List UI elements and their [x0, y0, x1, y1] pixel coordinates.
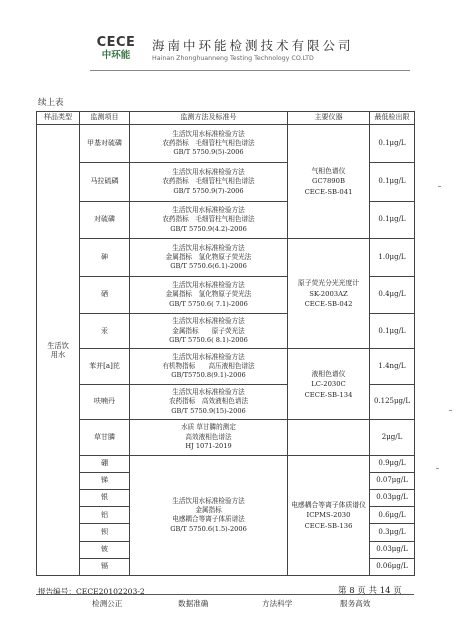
method-standard: GB/T 5750.9(7)-2006	[173, 186, 244, 195]
method-cell	[130, 125, 288, 163]
method-line: 有机物指标 高压液相色谱法	[162, 362, 255, 370]
continued-label: 续上表	[38, 98, 64, 108]
method-line: 金属指标	[195, 506, 222, 515]
limit-cell: 0.125μg/L	[370, 384, 415, 419]
method-line: 农药指标 高效液相色谱法	[168, 397, 249, 406]
report-number: 报告编号：CECE20102203-2	[38, 587, 145, 596]
instrument-id: CECE-SB-042	[304, 300, 353, 309]
method-line: 生活饮用水标准检验方法	[172, 388, 245, 397]
item-cell: 硼	[80, 455, 130, 472]
instrument-model: LC-2030C	[311, 380, 346, 389]
limit-cell: 0.6μg/L	[370, 507, 415, 524]
company-name	[152, 38, 402, 63]
logo-text: CECE	[96, 35, 136, 50]
scan-mark	[438, 186, 441, 187]
item-cell: 汞	[80, 314, 130, 349]
motto-text: 方法科学	[262, 599, 293, 608]
instrument-name: 液相色谱仪	[311, 369, 346, 378]
method-line: 金属指标 氢化物原子荧光法	[165, 252, 252, 261]
item-cell: 铍	[80, 541, 130, 558]
method-line: 农药指标 毛细管柱气相色谱法	[162, 177, 255, 186]
instrument-cell	[288, 349, 370, 420]
header-item: 监测项目	[80, 112, 130, 125]
header-method: 监测方法及标准号	[130, 112, 288, 125]
instrument-name: 气相色谱仪	[311, 166, 346, 175]
item-cell: 苯并[a]芘	[80, 349, 130, 384]
limit-cell: 1.0μg/L	[370, 239, 415, 276]
instrument-cell	[288, 455, 370, 575]
method-line: 电感耦合等离子体质谱法	[172, 515, 245, 524]
method-standard: GB/T 5750.9(4.2)-2006	[170, 224, 247, 233]
limit-cell: 0.1μg/L	[370, 314, 415, 349]
method-line: 水质 草甘膦的测定	[181, 423, 236, 432]
method-cell	[130, 349, 288, 384]
logo-chinese: 中环能	[101, 50, 131, 61]
item-cell: 草甘膦	[80, 420, 130, 455]
method-line: 生活饮用水标准检验方法	[172, 129, 245, 138]
limit-cell: 0.1μg/L	[370, 163, 415, 201]
method-line: 生活饮用水标准检验方法	[172, 352, 245, 361]
scan-mark	[436, 468, 439, 469]
scan-mark	[449, 410, 452, 411]
limit-cell: 2μg/L	[370, 420, 415, 455]
method-line: 生活饮用水标准检验方法	[172, 168, 245, 177]
item-cell: 马拉硫磷	[80, 163, 130, 201]
instrument-id: CECE-SB-134	[304, 390, 353, 399]
method-line: 生活饮用水标准检验方法	[172, 280, 245, 289]
instrument-name: 电感耦合等离子体质谱仪	[291, 500, 366, 509]
method-line: 生活饮用水标准检验方法	[172, 496, 245, 505]
method-cell	[130, 455, 288, 575]
method-standard: GB/T5750.8(9.1)-2006	[171, 371, 246, 380]
item-cell: 甲基对硫磷	[80, 125, 130, 163]
instrument-model: SK-2003AZ	[309, 289, 348, 298]
page-number: 第 8 页 共 14 页	[338, 586, 402, 596]
method-line: 生活饮用水标准检验方法	[172, 243, 245, 252]
method-line: 农药指标 毛细管柱气相色谱法	[162, 139, 255, 148]
instrument-model: GC7890B	[312, 177, 345, 186]
method-line: 高效液相色谱法	[185, 432, 232, 441]
footer-divider	[36, 594, 414, 595]
table-row	[37, 239, 415, 276]
limit-cell: 0.3μg/L	[370, 524, 415, 541]
limit-cell: 0.03μg/L	[370, 490, 415, 507]
item-cell: 呋喃丹	[80, 384, 130, 419]
sample-type-cell	[37, 125, 80, 576]
company-name-cn: 海南中环能检测技术有限公司	[152, 38, 354, 53]
table-row	[37, 349, 415, 384]
method-standard: HJ 1071-2019	[185, 442, 232, 451]
motto-text: 数据准确	[178, 599, 209, 608]
instrument-cell-empty	[288, 420, 370, 455]
table-row	[37, 455, 415, 472]
instrument-cell	[288, 239, 370, 349]
item-cell: 银	[80, 490, 130, 507]
motto-text: 服务高效	[340, 599, 371, 608]
limit-cell: 0.03μg/L	[370, 541, 415, 558]
table-header-row	[37, 112, 415, 125]
method-line: 农药指标 毛细管柱气相色谱法	[162, 215, 255, 224]
item-cell: 钡	[80, 524, 130, 541]
method-cell	[130, 420, 288, 455]
table-row	[37, 420, 415, 455]
method-cell	[130, 276, 288, 313]
method-cell	[130, 384, 288, 419]
instrument-id: CECE-SB-136	[304, 521, 353, 530]
header-divider	[90, 70, 410, 71]
item-cell: 镉	[80, 558, 130, 575]
method-cell	[130, 314, 288, 349]
method-table	[36, 111, 415, 576]
limit-cell: 0.1μg/L	[370, 201, 415, 238]
item-cell: 铝	[80, 507, 130, 524]
item-cell: 硒	[80, 276, 130, 313]
method-cell	[130, 163, 288, 201]
method-standard: GB/T 5750.6( 7.1)-2006	[169, 299, 248, 308]
table-row	[37, 125, 415, 163]
method-line: 金属指标 氢化物原子荧光法	[165, 290, 252, 299]
motto-text: 检测公正	[92, 599, 123, 608]
header-sample-type: 样品类型	[37, 112, 80, 125]
method-standard: GB/T 5750.9(15)-2006	[171, 406, 246, 415]
method-standard: GB/T 5750.9(5)-2006	[173, 148, 244, 157]
limit-cell: 0.1μg/L	[370, 125, 415, 163]
instrument-name: 原子荧光分光光度计	[297, 279, 360, 288]
sample-type: 生活饮用水	[47, 340, 69, 359]
company-name-en: Hainan Zhonghuanneng Testing Technology CO.LTD	[152, 55, 314, 62]
limit-cell: 0.9μg/L	[370, 455, 415, 472]
limit-cell: 0.4μg/L	[370, 276, 415, 313]
method-standard: GB/T 5750.6( 8.1)-2006	[169, 335, 248, 344]
method-line: 生活饮用水标准检验方法	[172, 206, 245, 215]
limit-cell: 0.07μg/L	[370, 472, 415, 489]
method-cell	[130, 239, 288, 276]
limit-cell: 1.4ng/L	[370, 349, 415, 384]
method-cell	[130, 201, 288, 238]
company-logo	[96, 36, 136, 62]
instrument-cell	[288, 125, 370, 239]
instrument-id: CECE-SB-041	[304, 187, 353, 196]
method-line: 生活饮用水标准检验方法	[172, 317, 245, 326]
limit-cell: 0.06μg/L	[370, 558, 415, 575]
instrument-model: ICPMS-2030	[306, 511, 351, 520]
item-cell: 锑	[80, 472, 130, 489]
method-line: 金属指标 原子荧光法	[172, 326, 245, 335]
header-instrument: 主要仪器	[288, 112, 370, 125]
method-standard: GB/T 5750.6(6.1)-2006	[170, 262, 247, 271]
item-cell: 砷	[80, 239, 130, 276]
item-cell: 对硫磷	[80, 201, 130, 238]
method-standard: GB/T 5750.6(1.5)-2006	[170, 524, 247, 533]
header-detection-limit: 最低检出限	[370, 112, 415, 125]
